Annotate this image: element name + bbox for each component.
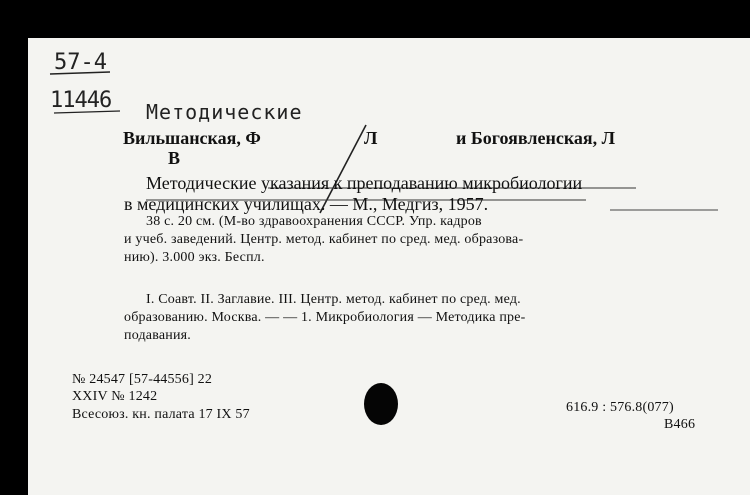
author-primary: Вильшанская, Ф bbox=[123, 128, 261, 148]
author-initial-second: В bbox=[168, 148, 181, 168]
tracings-line-3: подавания. bbox=[124, 328, 191, 343]
tracings-line-1: I. Соавт. II. Заглавие. III. Центр. метод. кабинет по сред. мед. bbox=[146, 292, 521, 307]
title-line-2: в медицинских училищах. — М., Медгиз, 1957. bbox=[124, 194, 489, 214]
footer-code: XXIV № 1242 bbox=[72, 389, 158, 404]
title-line-1: Методические указания к преподаванию микробиологии bbox=[146, 173, 583, 193]
description-line-3: нию). 3.000 экз. Беспл. bbox=[124, 250, 265, 265]
author-initial: Л bbox=[364, 128, 378, 148]
tracings-line-2: образованию. Москва. — — 1. Микробиология — Методика пре- bbox=[124, 310, 526, 325]
handwritten-code-bottom: 11446 bbox=[50, 88, 112, 113]
punch-hole bbox=[364, 383, 398, 425]
classification-code: 616.9 : 576.8(077) bbox=[566, 400, 674, 415]
handwritten-word: Методические bbox=[146, 100, 303, 124]
author-coauthor: и Богоявленская, Л bbox=[456, 128, 616, 148]
catalog-card bbox=[28, 38, 750, 495]
footer-chamber: Всесоюз. кн. палата 17 IX 57 bbox=[72, 407, 250, 422]
handwritten-code-top: 57-4 bbox=[54, 50, 107, 75]
footer-number: № 24547 [57-44556] 22 bbox=[72, 372, 213, 387]
description-line-1: 38 с. 20 см. (М-во здравоохранения СССР. Упр. кадров bbox=[146, 214, 482, 229]
pencil-marks bbox=[28, 38, 750, 495]
description-line-2: и учеб. заведений. Центр. метод. кабинет по сред. мед. образова- bbox=[124, 232, 524, 247]
shelf-code: В466 bbox=[664, 417, 696, 432]
